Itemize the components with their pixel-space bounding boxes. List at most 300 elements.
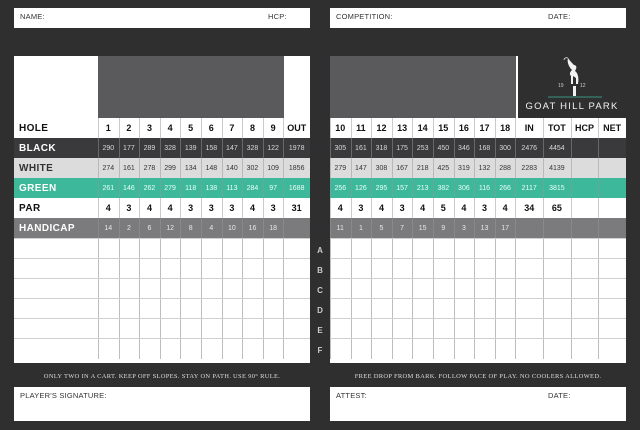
name-label: NAME: [20,12,45,21]
front-nine-table [14,56,310,363]
back-hole-name-3: THE SHOOT [377,323,384,360]
front-green-cell: 113 [226,184,238,192]
back-green-cell: 306 [458,184,470,192]
front-green-cell: 97 [269,184,277,192]
back-white-cell: 425 [437,164,450,172]
row-label-black: BLACK [19,142,56,154]
front-player-row[interactable] [14,298,310,319]
front-hole-cell: 2 [126,123,132,133]
grid-line [180,299,181,319]
logo-year-right: 12 [580,83,586,89]
grid-line [412,239,413,259]
grid-line [119,299,120,319]
grid-line [263,319,264,339]
grid-line [160,279,161,299]
front-black-cell: 139 [184,144,197,152]
row-label-par: PAR [19,202,41,214]
goat-icon [518,56,626,100]
grid-line [495,239,496,259]
grid-line [433,279,434,299]
front-handicap-cell: 6 [147,224,152,232]
grid-line [571,339,572,359]
grid-line [263,339,264,359]
grid-line [283,279,284,299]
back-green-cell: 157 [396,184,408,192]
right-footer-rules: FREE DROP FROM BARK. FOLLOW PACE OF PLAY. NO COOLERS ALLOWED. [354,373,602,380]
grid-line [371,339,372,359]
back-hole-cell: 10 [335,123,346,133]
back-player-row[interactable] [330,318,626,339]
grid-line [119,279,120,299]
grid-line [392,118,393,238]
front-white-cell: 109 [267,164,279,172]
back-par-cell [598,198,626,218]
grid-line [454,319,455,339]
front-player-row[interactable] [14,338,310,359]
grid-line [139,279,140,299]
back-green-cell: 256 [334,184,347,192]
grid-line [392,339,393,359]
front-par-cell: 3 [270,203,276,213]
grid-line [412,339,413,359]
front-black-cell: 158 [205,144,218,152]
grid-line [433,118,434,238]
grid-line [263,239,264,259]
grid-line [242,319,243,339]
grid-line [263,299,264,319]
back-player-row[interactable] [330,298,626,319]
back-black-cell: 4454 [549,144,565,152]
front-white-cell: 302 [246,164,259,172]
row-label-white: WHITE [19,162,54,174]
grid-line [543,279,544,299]
grid-line [139,239,140,259]
back-hole-name-8: ELKS [480,343,487,360]
front-handicap-cell: 4 [209,224,214,232]
grid-line [242,299,243,319]
back-row-white [330,158,626,178]
front-green-cell: 118 [185,184,197,192]
grid-line [412,118,413,238]
back-par-cell: 4 [461,203,467,213]
player-letter-e: E [317,326,323,335]
grid-line [139,339,140,359]
goat-hill-logo [518,56,626,118]
front-player-row[interactable] [14,238,310,259]
grid-line [495,118,496,238]
grid-line [454,279,455,299]
back-hole-cell: 15 [438,123,449,133]
grid-line [351,259,352,279]
grid-line [330,299,331,319]
front-handicap-cell: 16 [248,224,257,232]
back-black-cell: 318 [375,144,388,152]
grid-line [571,259,572,279]
back-green-cell: 126 [355,184,367,192]
grid-line [283,259,284,279]
back-white-cell: 4139 [549,164,565,172]
row-label-hole: HOLE [19,122,49,134]
back-hole-name-2: NEMESIS [356,331,363,360]
back-black-cell: 161 [355,144,367,152]
back-black-cell: 2476 [521,144,537,152]
signature-label: PLAYER'S SIGNATURE: [20,391,107,400]
back-handicap-cell: 11 [336,224,344,232]
grid-line [543,339,544,359]
back-white-cell [571,158,599,178]
row-label-handicap: HANDICAP [19,222,75,234]
grid-line [222,319,223,339]
back-green-cell [571,178,599,198]
back-black-cell: 175 [396,144,408,152]
grid-line [242,239,243,259]
grid-line [98,339,99,359]
front-row-hole [14,118,310,138]
back-hole-name-4: CROSSROADS [398,315,405,360]
grid-line [454,259,455,279]
front-player-row[interactable] [14,318,310,339]
front-hole-name-9: UZ [269,351,276,360]
back-white-cell: 308 [375,164,388,172]
front-par-cell: 4 [146,203,152,213]
back-player-row[interactable] [330,258,626,279]
front-handicap-cell: 2 [126,224,131,232]
grid-line [371,239,372,259]
grid-line [180,319,181,339]
back-white-cell: 147 [355,164,367,172]
grid-line [283,299,284,319]
grid-line [222,279,223,299]
back-white-cell: 279 [334,164,347,172]
front-par-cell: 31 [291,203,302,213]
grid-line [119,319,120,339]
back-row-hole [330,118,626,138]
grid-line [474,319,475,339]
grid-line [371,118,372,238]
grid-line [454,299,455,319]
front-hole-name-3: THE AVIARY [145,323,152,360]
front-hole-cell: 9 [270,123,276,133]
back-handicap-cell: 5 [379,224,384,232]
back-par-cell: 34 [524,203,535,213]
front-green-cell: 284 [246,184,259,192]
back-white-cell: 2283 [521,164,537,172]
grid-line [515,279,516,299]
front-green-cell: 138 [205,184,218,192]
back-black-cell [598,138,626,158]
grid-line [392,279,393,299]
back-hole-cell: TOT [547,123,566,133]
grid-line [180,279,181,299]
grid-line [474,259,475,279]
front-hole-name-8: THE ALLEY [248,326,255,360]
back-row-black [330,138,626,158]
grid-line [571,279,572,299]
front-row-green [14,178,310,198]
front-row-handicap [14,218,310,238]
back-hole-cell: 17 [479,123,490,133]
competition-label: COMPETITION: [336,12,393,21]
grid-line [160,239,161,259]
back-par-cell: 4 [420,203,426,213]
grid-line [495,279,496,299]
back-white-cell: 319 [458,164,470,172]
grid-line [433,259,434,279]
back-black-cell: 300 [499,144,511,152]
grid-line [474,239,475,259]
right-top-field [330,8,626,28]
grid-line [571,299,572,319]
front-par-cell: 3 [188,203,194,213]
front-hole-cell: 6 [208,123,214,133]
front-black-cell: 328 [164,144,176,152]
back-black-cell: 305 [334,144,347,152]
grid-line [371,279,372,299]
grid-line [330,319,331,339]
front-row-black [14,138,310,158]
front-hole-name-2: JUNIOR'S [124,330,131,360]
front-handicap-cell: 12 [166,224,174,232]
grid-line [474,299,475,319]
grid-line [98,259,99,279]
front-hole-cell: 1 [105,123,111,133]
grid-line [242,279,243,299]
grid-line [201,339,202,359]
grid-line [433,239,434,259]
grid-line [242,339,243,359]
grid-line [351,279,352,299]
grid-line [543,299,544,319]
grid-line [160,118,161,238]
back-green-cell [598,178,626,198]
back-black-cell: 168 [478,144,491,152]
grid-line [351,118,352,238]
back-black-cell [571,138,599,158]
grid-line [98,319,99,339]
date-label-bottom: DATE: [548,391,571,400]
grid-line [495,319,496,339]
back-hole-cell: 11 [356,123,366,133]
grid-line [330,259,331,279]
back-row-par [330,198,626,218]
grid-line [98,299,99,319]
grid-line [160,259,161,279]
back-hole-cell: 12 [376,123,387,133]
grid-line [283,118,284,238]
front-hole-name-5: PALOMAR [186,329,193,360]
grid-line [571,239,572,259]
front-par-cell: 3 [126,203,132,213]
back-par-cell: 3 [358,203,364,213]
front-par-cell: 4 [105,203,111,213]
grid-line [598,319,599,339]
front-hole-name-6: RALPH'S [207,333,214,360]
back-player-row[interactable] [330,238,626,259]
front-hole-cell: 5 [188,123,194,133]
grid-line [263,279,264,299]
player-letter-f: F [317,346,323,355]
grid-line [351,239,352,259]
grid-line [571,118,572,238]
player-letters [314,242,326,362]
row-label-green: GREEN [19,182,57,194]
signature-field [14,387,310,421]
front-par-cell: 3 [208,203,214,213]
back-green-cell: 3815 [549,184,565,192]
grid-line [351,319,352,339]
grid-line [412,259,413,279]
front-white-cell: 1856 [288,164,305,172]
grid-line [201,319,202,339]
front-green-cell: 261 [102,184,115,192]
back-par-cell: 5 [440,203,446,213]
grid-line [222,339,223,359]
grid-line [543,259,544,279]
front-white-cell: 140 [226,164,238,172]
grid-line [160,299,161,319]
grid-line [392,259,393,279]
grid-line [454,118,455,238]
grid-line [180,239,181,259]
grid-line [242,259,243,279]
front-white-cell: 134 [184,164,197,172]
grid-line [119,339,120,359]
back-black-cell: 253 [416,144,429,152]
logo-text: GOAT HILL PARK [525,101,619,112]
back-nine-table [330,56,626,363]
grid-line [433,339,434,359]
back-green-cell: 2117 [521,184,537,192]
back-black-cell: 346 [458,144,470,152]
grid-line [371,319,372,339]
back-white-cell: 167 [396,164,408,172]
front-white-cell: 299 [164,164,176,172]
grid-line [371,259,372,279]
grid-line [139,319,140,339]
back-handicap-cell: 17 [501,224,509,232]
back-green-cell: 266 [499,184,511,192]
back-white-cell: 132 [478,164,491,172]
front-handicap-cell: 18 [269,224,277,232]
grid-line [392,299,393,319]
grid-line [474,339,475,359]
grid-line [474,118,475,238]
grid-line [515,299,516,319]
grid-line [242,118,243,238]
hcp-label: HCP: [268,12,287,21]
player-letter-d: D [317,306,323,315]
grid-line [330,279,331,299]
grid-line [222,118,223,238]
grid-line [515,239,516,259]
grid-line [474,279,475,299]
grid-line [201,299,202,319]
front-hole-cell: OUT [287,123,307,133]
grid-line [351,299,352,319]
back-white-cell: 288 [499,164,511,172]
back-hole-cell: 16 [458,123,469,133]
front-player-row[interactable] [14,258,310,279]
grid-line [515,259,516,279]
grid-line [222,259,223,279]
front-green-cell: 279 [164,184,176,192]
grid-line [330,239,331,259]
grid-line [495,259,496,279]
grid-line [201,239,202,259]
grid-line [351,339,352,359]
left-footer-rules: ONLY TWO IN A CART. KEEP OFF SLOPES. STAY ON PATH. USE 90° RULE. [43,373,281,380]
front-green-cell: 262 [143,184,156,192]
attest-label: ATTEST: [336,391,367,400]
grid-line [598,339,599,359]
back-hole-cell: 18 [500,123,511,133]
front-black-cell: 147 [226,144,238,152]
grid-line [433,319,434,339]
date-label-top: DATE: [548,12,571,21]
back-hole-name-1: HAWK'S REALM [336,312,343,360]
grid-line [283,239,284,259]
back-hole-cell: 14 [417,123,428,133]
back-par-cell: 4 [502,203,508,213]
back-hole-name-6: THE PAR FIVE [439,317,446,360]
front-white-cell: 148 [205,164,218,172]
back-white-cell [598,158,626,178]
back-player-row[interactable] [330,278,626,299]
grid-line [543,239,544,259]
front-black-cell: 122 [267,144,279,152]
back-green-cell: 116 [478,184,491,192]
grid-line [412,319,413,339]
back-par-cell: 3 [399,203,405,213]
grid-line [139,299,140,319]
grid-line [543,118,544,238]
front-green-cell: 1688 [288,184,305,192]
back-par-cell: 3 [481,203,487,213]
back-green-cell: 213 [416,184,429,192]
grid-line [119,239,120,259]
front-green-cell: 146 [123,184,135,192]
back-par-cell [571,198,599,218]
front-par-cell: 4 [167,203,173,213]
back-black-cell: 450 [437,144,450,152]
front-player-row[interactable] [14,278,310,299]
back-row-handicap [330,218,626,238]
grid-line [392,319,393,339]
back-handicap-cell [571,218,599,238]
back-hole-name-9: GREENBRIER [501,318,508,360]
back-handicap-cell [543,218,571,238]
back-handicap-cell: 13 [480,224,489,232]
grid-line [371,299,372,319]
back-hole-cell: IN [524,123,534,133]
grid-line [119,118,120,238]
back-par-cell: 4 [337,203,343,213]
front-hole-name-7: FREEWAY HOLE [227,310,234,360]
grid-line [543,319,544,339]
grid-line [98,239,99,259]
front-white-cell: 161 [123,164,135,172]
back-handicap-cell: 15 [418,224,427,232]
front-handicap-cell: 10 [227,224,236,232]
back-hole-name-7: THE PLANK [459,324,466,360]
grid-line [454,339,455,359]
back-par-cell: 4 [378,203,384,213]
back-player-row[interactable] [330,338,626,359]
logo-year-left: 19 [558,83,564,89]
grid-line [222,239,223,259]
front-hole-name-1: LUD'S [104,341,111,360]
back-handicap-cell: 3 [461,224,466,232]
